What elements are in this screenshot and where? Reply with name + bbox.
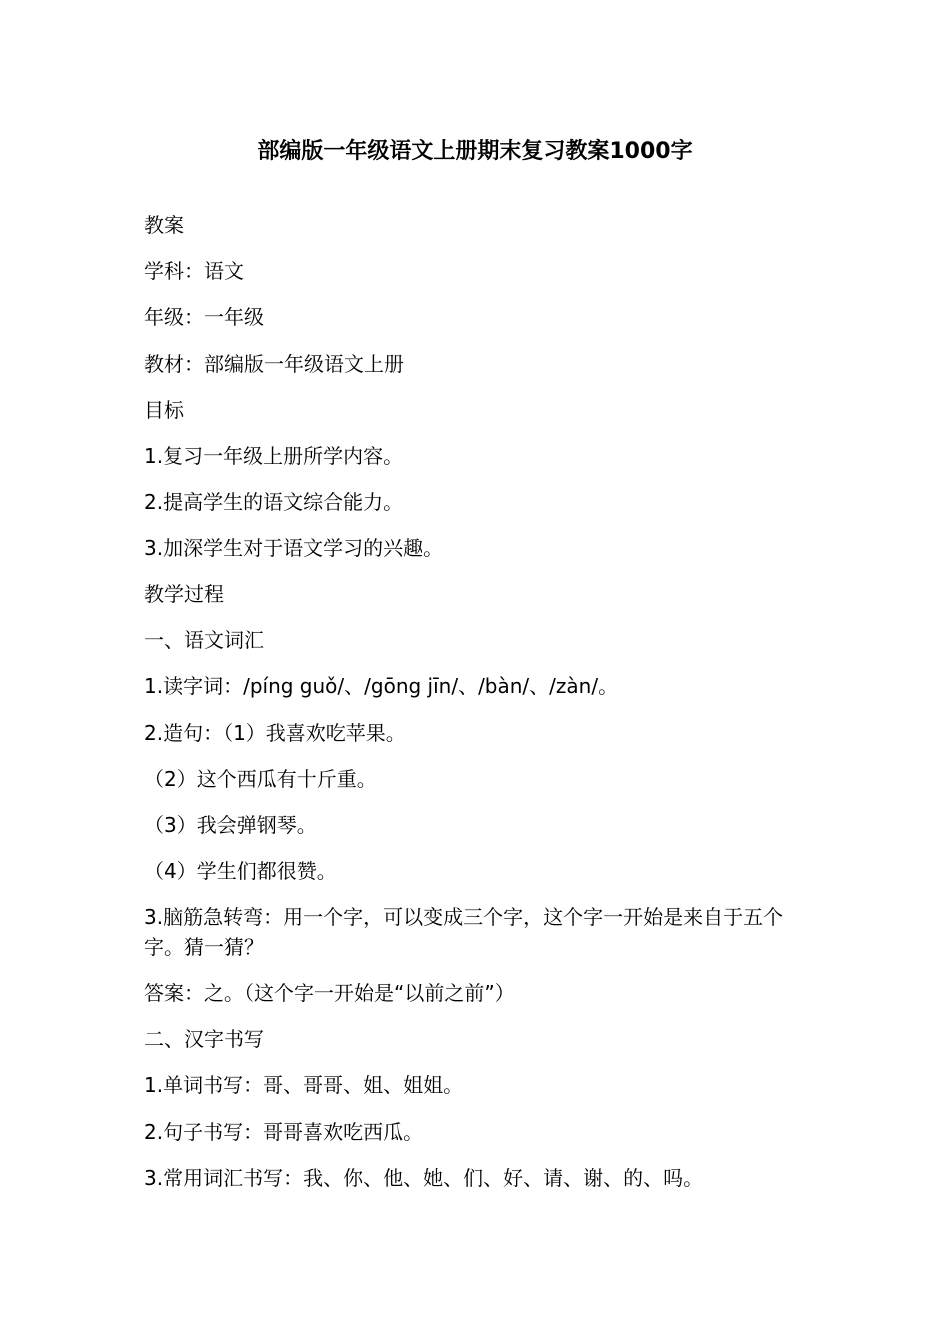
text-line-section-2: 二、汉字书写 xyxy=(144,1027,264,1051)
text-line-read-words: 1.读字词：/píng guǒ/、/gōng jīn/、/bàn/、/zàn/。 xyxy=(144,674,619,698)
text-line-sentence-writing: 2.句子书写：哥哥喜欢吃西瓜。 xyxy=(144,1120,424,1144)
text-line-word-writing: 1.单词书写：哥、哥哥、姐、姐姐。 xyxy=(144,1073,464,1097)
text-line-lesson-plan: 教案 xyxy=(144,213,184,237)
text-line-common-words: 3.常用词汇书写：我、你、他、她、们、好、请、谢、的、吗。 xyxy=(144,1166,704,1190)
text-line-sentence-3: （3）我会弹钢琴。 xyxy=(144,813,317,837)
document-title: 部编版一年级语文上册期末复习教案1000字 xyxy=(257,139,693,164)
text-line-sentence-4: （4）学生们都很赞。 xyxy=(144,859,337,883)
text-line-textbook: 教材：部编版一年级语文上册 xyxy=(144,352,404,376)
text-line-answer: 答案：之。（这个字一开始是“以前之前”） xyxy=(144,981,515,1005)
text-line-goal-3: 3.加深学生对于语文学习的兴趣。 xyxy=(144,536,444,560)
text-line-subject: 学科：语文 xyxy=(144,259,244,283)
text-line-grade: 年级：一年级 xyxy=(144,305,264,329)
text-line-process-heading: 教学过程 xyxy=(144,582,224,606)
text-line-goal-2: 2.提高学生的语文综合能力。 xyxy=(144,490,404,514)
text-line-goal-1: 1.复习一年级上册所学内容。 xyxy=(144,444,404,468)
text-line-section-1: 一、语文词汇 xyxy=(144,628,264,652)
text-line-goals-heading: 目标 xyxy=(144,398,184,422)
text-line-sentence-1: 2.造句：（1）我喜欢吃苹果。 xyxy=(144,721,406,745)
text-line-sentence-2: （2）这个西瓜有十斤重。 xyxy=(144,767,377,791)
text-line-riddle: 3.脑筋急转弯：用一个字，可以变成三个字，这个字一开始是来自于五个字。猜一猜？ xyxy=(144,905,784,959)
